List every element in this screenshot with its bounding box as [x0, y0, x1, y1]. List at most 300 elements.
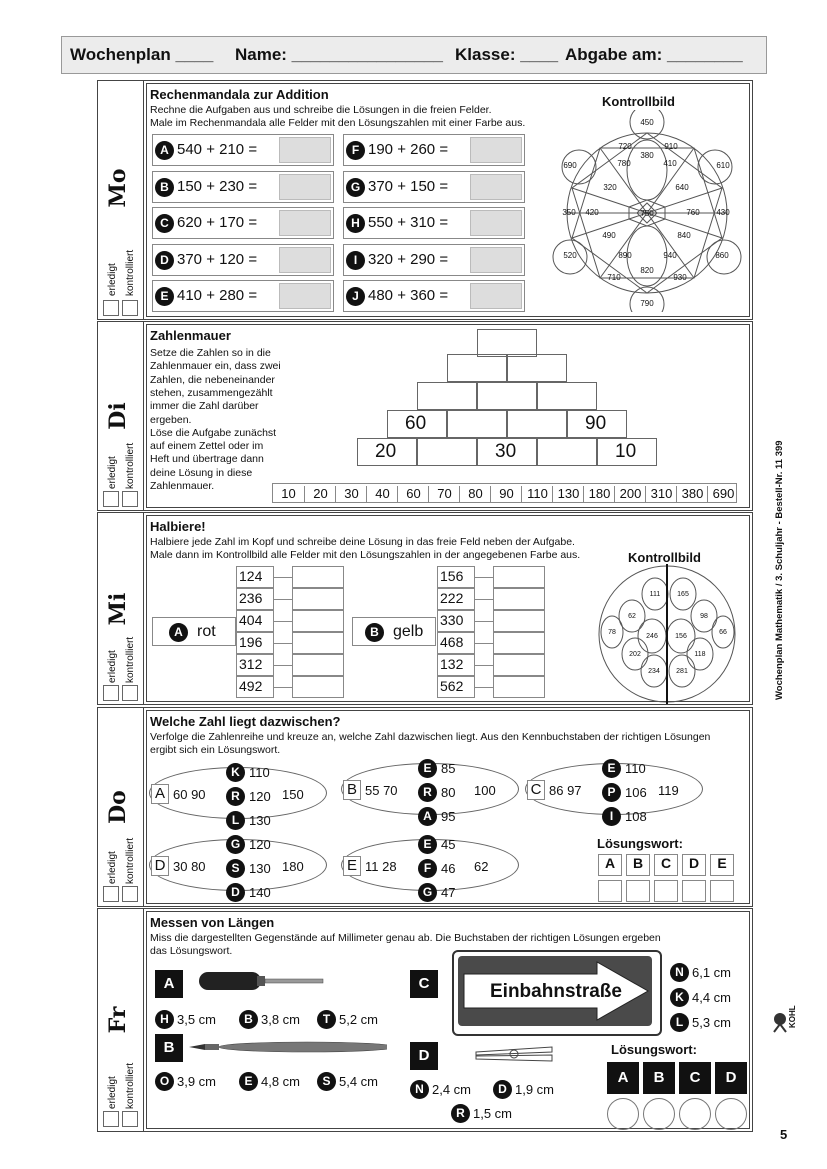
option-badge[interactable]: N	[670, 963, 689, 982]
series-label: C	[527, 780, 545, 800]
mandala-field-label: 450	[640, 118, 654, 127]
checked-checkbox[interactable]	[122, 491, 138, 507]
row-tuesday	[97, 321, 753, 511]
page-number: 5	[780, 1127, 788, 1142]
day-column	[98, 81, 144, 319]
answer-field[interactable]	[493, 632, 545, 654]
answer-field[interactable]	[470, 283, 522, 309]
task-letter-badge: F	[346, 141, 365, 160]
task-equation: 320 + 290 =	[368, 250, 449, 268]
strip-number: 200	[614, 486, 646, 502]
series-label: E	[343, 856, 361, 876]
key-badge: A	[169, 623, 188, 642]
strip-number: 380	[676, 486, 708, 502]
mandala-field-label: 820	[640, 266, 654, 275]
checked-checkbox[interactable]	[122, 886, 138, 902]
task-equation: 480 + 360 =	[368, 287, 449, 304]
option-value: 1,5 cm	[473, 1106, 513, 1121]
strip-number: 70	[428, 486, 460, 502]
publisher-logo-text: KOHL	[788, 1005, 797, 1028]
control-picture-title: Kontrollbild	[628, 550, 701, 565]
connector-line	[274, 621, 292, 622]
mandala-field-label: 780	[617, 159, 631, 168]
solution-field[interactable]	[598, 880, 622, 902]
series-end: 62	[474, 859, 489, 874]
answer-field[interactable]	[279, 247, 331, 273]
option-badge[interactable]: S	[226, 859, 245, 878]
task-title: Halbiere!	[150, 519, 206, 534]
connector-line	[274, 599, 292, 600]
solution-field[interactable]	[626, 880, 650, 902]
strip-number: 130	[552, 486, 584, 502]
option-badge[interactable]: L	[670, 1013, 689, 1032]
option-badge[interactable]: D	[493, 1080, 512, 1099]
halving-number: 562	[440, 678, 464, 694]
control-field-label: 78	[608, 629, 616, 636]
control-field-label: 62	[628, 613, 636, 620]
mandala-field-label: 860	[715, 251, 729, 260]
answer-field[interactable]	[279, 174, 331, 200]
connector-line	[475, 621, 493, 622]
done-checkbox[interactable]	[103, 685, 119, 701]
answer-field[interactable]	[292, 654, 344, 676]
option-badge[interactable]: L	[226, 811, 245, 830]
solution-field[interactable]	[682, 880, 706, 902]
mandala-field-label: 520	[563, 251, 577, 260]
mandala-field-label: 720	[618, 142, 632, 151]
color-key-red	[152, 617, 236, 646]
mandala-field-label: 640	[675, 183, 689, 192]
task-box	[152, 134, 334, 166]
due-date-field[interactable]: Abgabe am: ________	[565, 45, 743, 64]
option-badge[interactable]: B	[239, 1010, 258, 1029]
answer-field[interactable]	[279, 210, 331, 236]
halving-number: 132	[440, 656, 464, 672]
instruction-line: Zahlenmauer.	[150, 480, 215, 492]
option-value: 1,9 cm	[515, 1082, 555, 1097]
option-value: 130	[249, 813, 271, 828]
task-letter-badge: H	[346, 214, 365, 233]
instruction: Rechne die Aufgaben aus und schreibe die Lösungen in die freien Felder.	[150, 104, 492, 116]
class-field[interactable]: Klasse: ____	[455, 45, 559, 64]
solution-circle[interactable]	[607, 1098, 639, 1130]
answer-field[interactable]	[493, 676, 545, 698]
paintbrush-picture	[187, 1038, 387, 1056]
option-badge[interactable]: R	[418, 783, 437, 802]
one-way-sign	[452, 950, 662, 1036]
halving-number: 156	[440, 568, 464, 584]
strip-number: 180	[583, 486, 615, 502]
option-badge[interactable]: I	[602, 807, 621, 826]
control-field-label: 111	[649, 591, 661, 598]
instruction-line: stehen, zusammengezählt	[150, 386, 273, 399]
item-label: A	[155, 970, 183, 998]
wall-value: 20	[375, 441, 397, 462]
answer-field[interactable]	[470, 247, 522, 273]
option-badge[interactable]: H	[155, 1010, 174, 1029]
halving-number: 222	[440, 590, 464, 606]
friday-content	[146, 911, 750, 1129]
strip-number: 10	[281, 486, 296, 501]
task-title: Rechenmandala zur Addition	[150, 87, 329, 102]
connector-line	[475, 577, 493, 578]
halving-number: 404	[239, 612, 263, 628]
option-value: 6,1 cm	[692, 965, 732, 980]
control-field-label: 165	[677, 591, 689, 598]
option-value: 130	[249, 861, 271, 876]
halving-number: 196	[239, 634, 263, 650]
solution-letter: D	[682, 854, 706, 876]
connector-line	[475, 687, 493, 688]
halving-control-picture	[597, 564, 737, 704]
option-value: 5,4 cm	[339, 1074, 379, 1089]
day-label: Mo	[105, 168, 131, 208]
plan-field[interactable]: Wochenplan ____	[70, 45, 214, 64]
strip-number: 20	[304, 486, 336, 502]
mandala-field-label: 910	[664, 142, 678, 151]
day-label: Fr	[105, 1006, 131, 1034]
wall-brick[interactable]	[507, 410, 567, 438]
halving-number: 330	[440, 612, 464, 628]
option-badge[interactable]: E	[602, 759, 621, 778]
answer-field[interactable]	[292, 588, 344, 610]
task-equation: 410 + 280 =	[177, 287, 258, 304]
wall-brick[interactable]	[477, 382, 537, 410]
answer-field[interactable]	[292, 676, 344, 698]
task-equation: 550 + 310 =	[368, 214, 449, 231]
mandala-field-label: 420	[585, 208, 599, 217]
solution-letter: B	[626, 854, 650, 876]
strip-number: 90	[490, 486, 522, 502]
task-title: Zahlenmauer	[150, 328, 231, 343]
task-box	[343, 171, 525, 203]
option-badge[interactable]: E	[418, 759, 437, 778]
option-badge[interactable]: G	[226, 835, 245, 854]
mandala-field-label: 380	[640, 151, 654, 160]
color-key-yellow	[352, 617, 436, 646]
solution-circle[interactable]	[715, 1098, 747, 1130]
row-thursday	[97, 707, 753, 907]
mandala-field-label: 940	[663, 251, 677, 260]
answer-field[interactable]	[493, 588, 545, 610]
option-value: 47	[441, 885, 456, 900]
option-badge[interactable]: E	[418, 835, 437, 854]
instruction: ergibt sich ein Lösungswort.	[150, 744, 281, 756]
option-value: 110	[625, 761, 646, 776]
row-friday	[97, 908, 753, 1132]
instruction: das Lösungswort.	[150, 945, 233, 957]
mandala-field-label: 930	[673, 273, 687, 282]
option-badge[interactable]: O	[155, 1072, 174, 1091]
option-badge[interactable]: E	[239, 1072, 258, 1091]
mandala-field-label: 350	[562, 208, 576, 217]
mandala-field-label: 890	[618, 251, 632, 260]
answer-field[interactable]	[292, 610, 344, 632]
halving-number: 124	[239, 568, 263, 584]
option-value: 3,8 cm	[261, 1012, 301, 1027]
instruction: Male dann im Kontrollbild alle Felder mit den Lösungszahlen in der angegebenen Farbe aus.	[150, 549, 581, 561]
solution-letter: D	[715, 1062, 747, 1094]
mandala-field-label: 690	[563, 161, 577, 170]
wall-value: 10	[615, 441, 637, 462]
row-monday	[97, 80, 753, 320]
series-start: 11 28	[365, 859, 397, 874]
wall-brick[interactable]	[507, 354, 567, 382]
mandala-field-label: 610	[716, 161, 730, 170]
task-title: Welche Zahl liegt dazwischen?	[150, 714, 341, 729]
answer-field[interactable]	[470, 137, 522, 163]
answer-field[interactable]	[493, 566, 545, 588]
day-label: Di	[105, 402, 131, 430]
item-label: D	[410, 1042, 438, 1070]
task-box	[343, 280, 525, 312]
halving-number: 468	[440, 634, 464, 650]
mandala-field-label: 790	[640, 299, 654, 308]
connector-line	[274, 577, 292, 578]
task-letter-badge: I	[346, 251, 365, 270]
option-value: 3,5 cm	[177, 1012, 217, 1027]
series-end: 119	[658, 783, 679, 798]
connector-line	[475, 643, 493, 644]
option-badge[interactable]: F	[418, 859, 437, 878]
option-value: 4,8 cm	[261, 1074, 301, 1089]
instruction-line: ergeben.	[150, 413, 192, 426]
option-badge[interactable]: D	[226, 883, 245, 902]
wall-brick[interactable]	[447, 410, 507, 438]
row-wednesday	[97, 512, 753, 705]
task-box	[152, 207, 334, 239]
instruction-line: Zahlenmauer ein, dass zwei	[150, 360, 281, 373]
clothespin-picture	[474, 1044, 554, 1064]
option-value: 45	[441, 837, 456, 852]
option-value: 5,2 cm	[339, 1012, 379, 1027]
key-badge: B	[365, 623, 384, 642]
mandala-field-label: 320	[603, 183, 617, 192]
color-name: gelb	[393, 623, 424, 640]
instruction: Miss die dargestellten Gegenstände auf Millimeter genau ab. Die Buchstaben der richtigen Lösungen ergeben	[150, 932, 661, 944]
solution-field[interactable]	[654, 880, 678, 902]
day-column	[98, 513, 144, 704]
strip-number: 310	[645, 486, 677, 502]
checked-checkbox[interactable]	[122, 300, 138, 316]
wall-value: 60	[405, 413, 427, 434]
series-start: 86 97	[549, 783, 582, 798]
task-title: Messen von Längen	[150, 915, 275, 930]
instruction-line: deine Lösung in diese	[150, 466, 253, 479]
task-equation: 620 + 170 =	[177, 214, 258, 231]
option-value: 106	[625, 785, 647, 800]
option-value: 140	[249, 885, 271, 900]
option-value: 4,4 cm	[692, 990, 732, 1005]
option-badge[interactable]: R	[451, 1104, 470, 1123]
series-label: A	[151, 784, 169, 804]
option-value: 108	[625, 809, 647, 824]
control-picture-title: Kontrollbild	[602, 94, 675, 109]
task-box	[152, 280, 334, 312]
control-field-label: 66	[719, 629, 727, 636]
solution-field[interactable]	[710, 880, 734, 902]
instruction-line: Zahlen, die nebeneinander	[150, 373, 275, 386]
strip-number: 40	[366, 486, 398, 502]
instruction: Male im Rechenmandala alle Felder mit den Lösungszahlen mit einer Farbe aus.	[150, 117, 526, 129]
connector-line	[274, 687, 292, 688]
strip-number: 110	[521, 486, 553, 502]
mandala-field-label: 710	[607, 273, 621, 282]
day-label: Mi	[105, 592, 131, 625]
series-label: B	[343, 780, 361, 800]
option-value: 3,9 cm	[177, 1074, 217, 1089]
solution-letter: A	[607, 1062, 639, 1094]
answer-field[interactable]	[470, 210, 522, 236]
instruction: Halbiere jede Zahl im Kopf und schreibe deine Lösung in das freie Feld neben der Aufgabe.	[150, 536, 575, 548]
solution-letter: C	[654, 854, 678, 876]
name-field[interactable]: Name: ________________	[235, 45, 443, 64]
halving-number: 312	[239, 656, 263, 672]
checked-label: kontrolliert	[125, 636, 136, 683]
instruction-line: immer die Zahl darüber	[150, 400, 259, 413]
done-checkbox[interactable]	[103, 491, 119, 507]
checked-label: kontrolliert	[125, 442, 136, 489]
done-label: erledigt	[107, 650, 118, 683]
done-label: erledigt	[107, 263, 118, 296]
series-start: 55 70	[365, 783, 398, 798]
checked-label: kontrolliert	[125, 837, 136, 884]
wall-value: 30	[495, 441, 517, 462]
solution-letter: C	[679, 1062, 711, 1094]
wall-brick[interactable]	[417, 438, 477, 466]
solution-letter: E	[710, 854, 734, 876]
instruction: Verfolge die Zahlenreihe und kreuze an, welche Zahl dazwischen liegt. Aus den Kennbuchstaben der richtigen Lösungen	[150, 731, 711, 743]
task-box	[152, 171, 334, 203]
option-badge[interactable]: P	[602, 783, 621, 802]
done-checkbox[interactable]	[103, 300, 119, 316]
control-field-label: 98	[700, 613, 708, 620]
connector-line	[274, 665, 292, 666]
checked-checkbox[interactable]	[122, 1111, 138, 1127]
series-start: 30 80	[173, 859, 206, 874]
series-label: D	[151, 856, 169, 876]
checked-checkbox[interactable]	[122, 685, 138, 701]
option-value: 95	[441, 809, 456, 824]
wall-brick[interactable]	[537, 382, 597, 410]
option-badge[interactable]: K	[226, 763, 245, 782]
solution-circle[interactable]	[643, 1098, 675, 1130]
answer-field[interactable]	[493, 654, 545, 676]
instruction-line: auf einem Zettel oder im	[150, 440, 264, 453]
option-badge[interactable]: K	[670, 988, 689, 1007]
control-field-label: 246	[646, 633, 658, 640]
order-number-text: Wochenplan Mathematik / 3. Schuljahr - Bestell-Nr. 11 399	[774, 440, 785, 700]
halving-number: 492	[239, 678, 263, 694]
connector-line	[475, 599, 493, 600]
control-field-label: 281	[676, 668, 688, 675]
solution-circle[interactable]	[679, 1098, 711, 1130]
option-badge[interactable]: N	[410, 1080, 429, 1099]
wall-brick[interactable]	[447, 354, 507, 382]
mandala-field-label: 760	[686, 208, 700, 217]
task-letter-badge: D	[155, 251, 174, 270]
series-end: 180	[282, 859, 304, 874]
task-letter-badge: G	[346, 178, 365, 197]
header-bar	[61, 36, 767, 74]
color-name: rot	[197, 623, 216, 640]
answer-field[interactable]	[470, 174, 522, 200]
item-label: C	[410, 970, 438, 998]
strip-number: 60	[397, 486, 429, 502]
done-label: erledigt	[107, 851, 118, 884]
control-field-label: 156	[675, 633, 687, 640]
strip-number: 30	[335, 486, 367, 502]
option-value: 120	[249, 837, 271, 852]
answer-field[interactable]	[292, 566, 344, 588]
connector-line	[274, 643, 292, 644]
strip-number: 80	[459, 486, 491, 502]
done-label: erledigt	[107, 1076, 118, 1109]
strip-number: 690	[707, 486, 739, 502]
option-badge[interactable]: S	[317, 1072, 336, 1091]
option-badge[interactable]: A	[418, 807, 437, 826]
instruction-line: Setze die Zahlen so in die	[150, 347, 271, 359]
option-value: 46	[441, 861, 456, 876]
wall-value: 90	[585, 413, 607, 434]
mandala-field-label: 750	[640, 209, 654, 218]
answer-field[interactable]	[493, 610, 545, 632]
connector-line	[475, 665, 493, 666]
halving-number: 236	[239, 590, 263, 606]
task-box	[343, 244, 525, 276]
task-letter-badge: A	[155, 141, 174, 160]
option-badge[interactable]: G	[418, 883, 437, 902]
checked-label: kontrolliert	[125, 1062, 136, 1109]
item-label: B	[155, 1034, 183, 1062]
series-end: 100	[474, 783, 496, 798]
task-equation: 540 + 210 =	[177, 141, 258, 158]
day-label: Do	[105, 790, 131, 824]
number-strip	[272, 483, 737, 503]
answer-field[interactable]	[279, 283, 331, 309]
mandala-picture	[552, 110, 742, 312]
option-value: 80	[441, 785, 456, 800]
task-letter-badge: C	[155, 214, 174, 233]
done-checkbox[interactable]	[103, 886, 119, 902]
thursday-content	[146, 710, 750, 904]
option-badge[interactable]: T	[317, 1010, 336, 1029]
series-start: 60 90	[173, 787, 206, 802]
done-checkbox[interactable]	[103, 1111, 119, 1127]
solution-letter: B	[643, 1062, 675, 1094]
option-badge[interactable]: R	[226, 787, 245, 806]
done-label: erledigt	[107, 456, 118, 489]
control-field-label: 202	[629, 651, 641, 658]
mandala-field-label: 840	[677, 231, 691, 240]
monday-content	[146, 83, 750, 317]
task-box	[343, 134, 525, 166]
tuesday-content	[146, 324, 750, 508]
answer-field[interactable]	[279, 137, 331, 163]
solution-word-label: Lösungswort:	[597, 836, 683, 851]
answer-field[interactable]	[292, 632, 344, 654]
solution-letter: A	[598, 854, 622, 876]
task-letter-badge: J	[346, 287, 365, 306]
mandala-field-label: 430	[716, 208, 730, 217]
wall-brick[interactable]	[477, 329, 537, 357]
wall-brick[interactable]	[417, 382, 477, 410]
task-box	[152, 244, 334, 276]
wall-brick[interactable]	[537, 438, 597, 466]
control-field-label: 234	[648, 668, 660, 675]
day-column	[98, 322, 144, 510]
task-equation: 370 + 120 =	[177, 250, 258, 268]
